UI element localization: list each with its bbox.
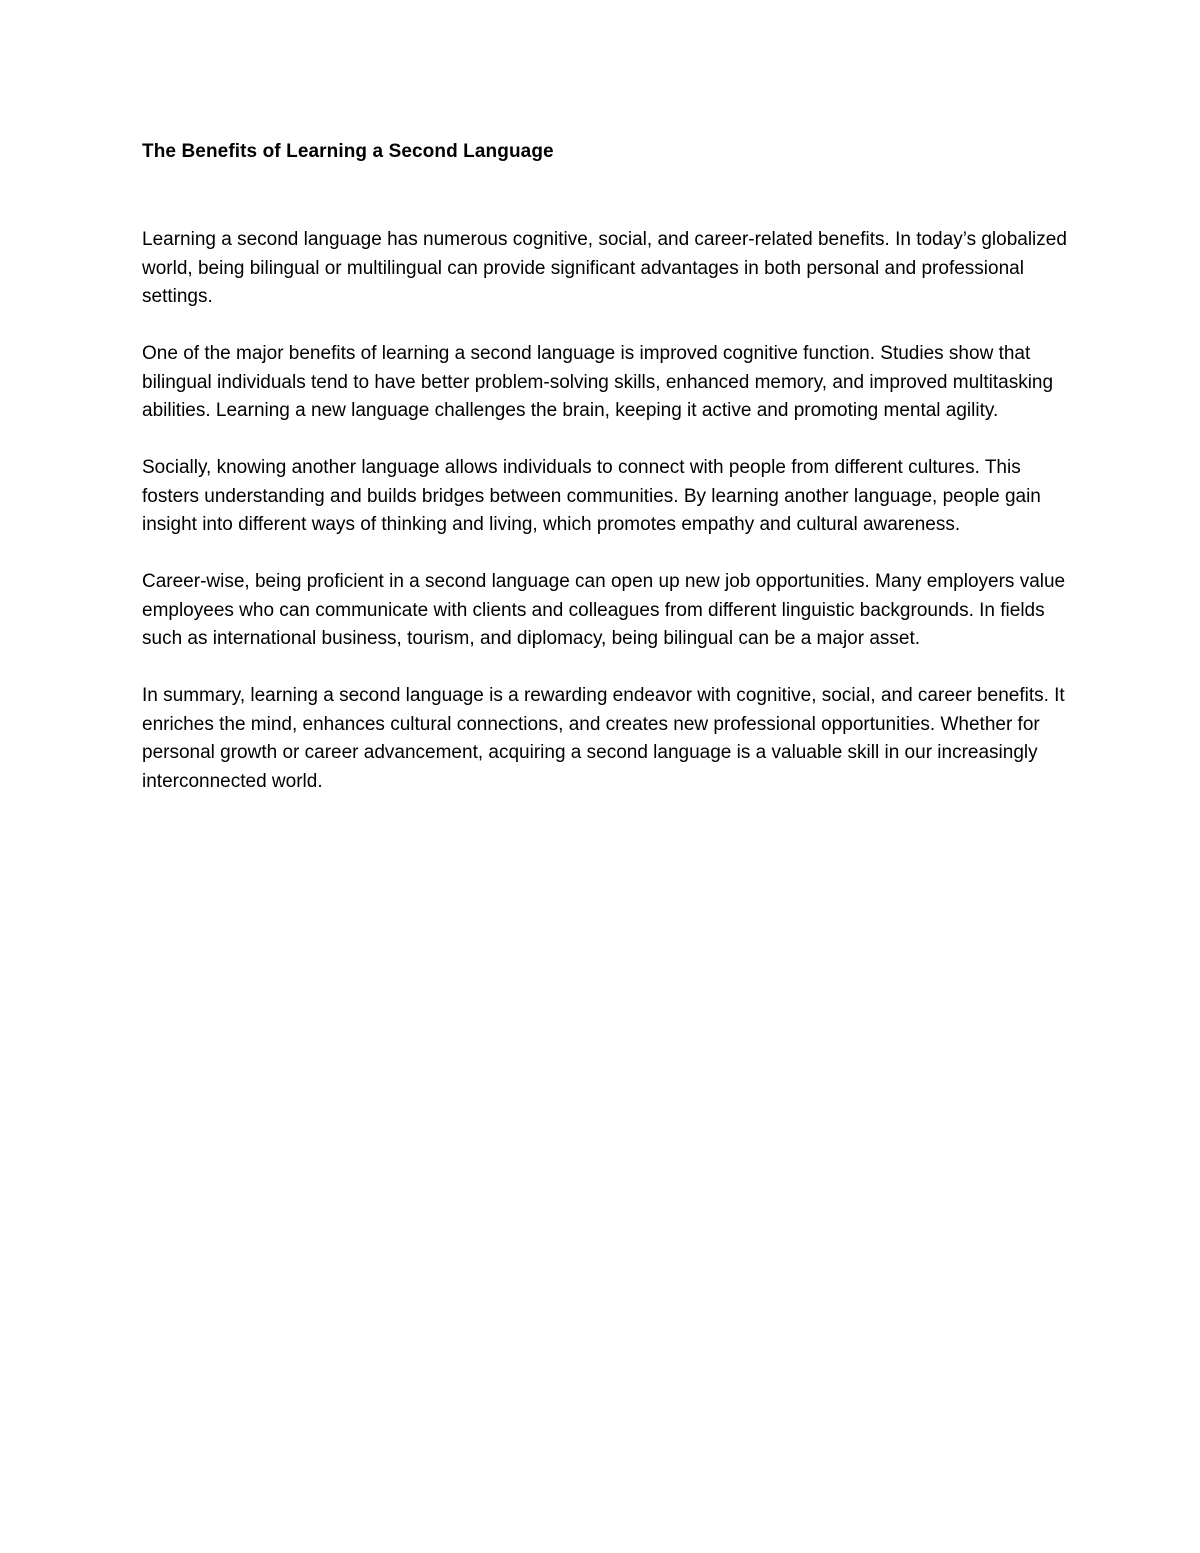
paragraph-summary: In summary, learning a second language is a rewarding endeavor with cognitive, social, and career benefits. It enriches the mind, enhances cultural connections, and creates new professional opportunities. Whether for personal growth or career advancement, acquiring a second language is a valuable skill in our increasingly interconnected world. (142, 685, 1065, 792)
paragraph-social: Socially, knowing another language allows individuals to connect with people from different cultures. This fosters understanding and builds bridges between communities. By learning another language, people gain insight into different ways of thinking and living, which promotes empathy and cultural awareness. (142, 457, 1041, 535)
paragraph-cognitive: One of the major benefits of learning a second language is improved cognitive function. Studies show that bilingual individuals tend to have better problem-solving skills, enhanced memory, and improved multitasking abilities. Learning a new language challenges the brain, keeping it active and promoting mental agility. (142, 343, 1054, 421)
document-page (142, 138, 1072, 825)
document-title: The Benefits of Learning a Second Language (142, 141, 554, 162)
paragraph-intro: Learning a second language has numerous cognitive, social, and career-related benefits. In today’s globalized world, being bilingual or multilingual can provide significant advantages in both personal and professional settings. (142, 229, 1067, 307)
paragraph-career: Career-wise, being proficient in a second language can open up new job opportunities. Many employers value employees who can communicate with clients and colleagues from different linguistic backgrounds. In fields such as international business, tourism, and diplomacy, being bilingual can be a major asset. (142, 571, 1066, 649)
document-body (142, 226, 1072, 796)
